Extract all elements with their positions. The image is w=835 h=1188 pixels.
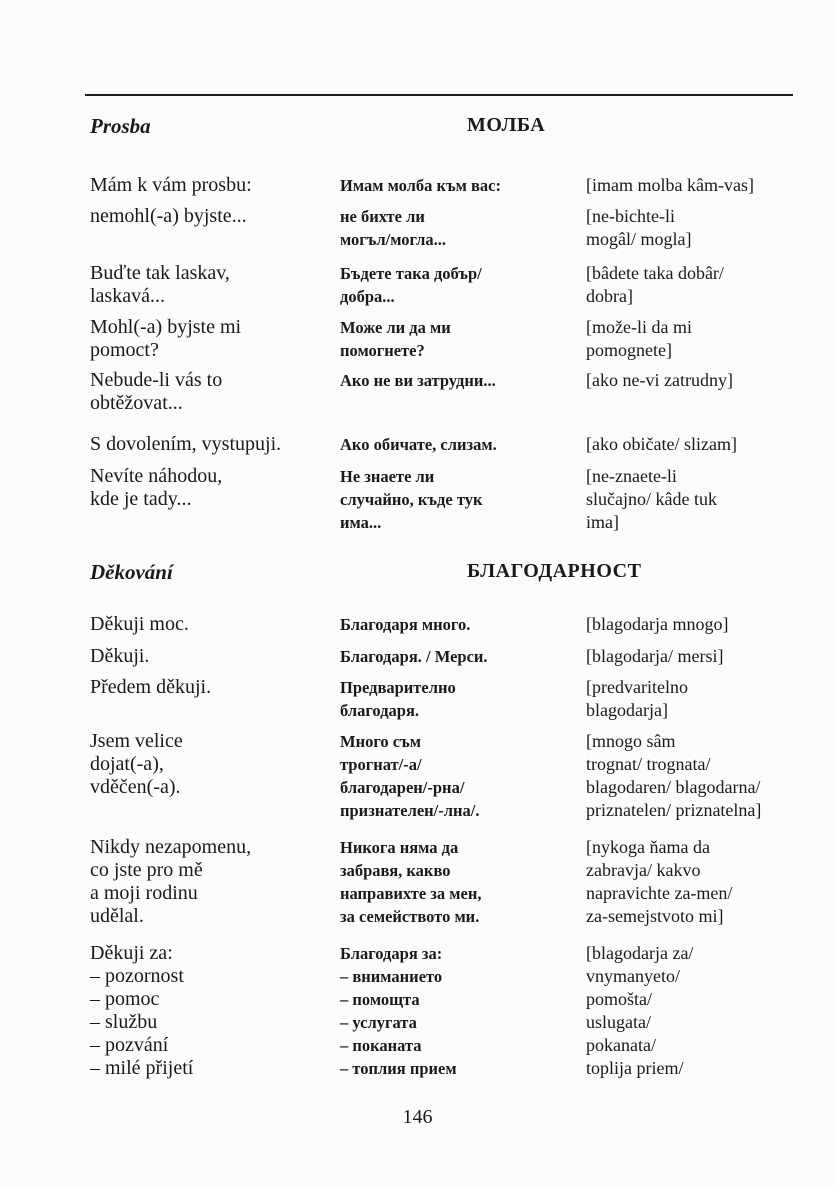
section-title-bg: МОЛБА [467,114,546,136]
bulgarian-phrase: Не знаете ли случайно, къде тук има... [340,467,483,532]
transcription: [blagodarja mnogo] [586,614,729,634]
bulgarian-phrase: не бихте ли могъл/могла... [340,207,447,249]
czech-phrase: Děkuji za: – pozornost – pomoc – službu – pozvání – milé přijetí [90,942,194,1079]
czech-phrase: Jsem velice dojat(-a), vděčen(-a). [90,730,183,798]
czech-phrase: Mohl(-a) byjste mi pomoct? [90,316,242,361]
bulgarian-phrase: Може ли да ми помогнете? [340,318,451,360]
bulgarian-phrase: Бъдете така добър/ добра... [340,264,482,306]
czech-phrase: Předem děkuji. [90,676,212,698]
header-rule [85,94,793,96]
transcription: [može-li da mi pomognete] [586,317,692,360]
czech-phrase: Mám k vám prosbu: [90,174,252,196]
czech-phrase: S dovolením, vystupuji. [90,433,282,455]
bulgarian-phrase: Ако не ви затрудни... [340,371,496,390]
czech-phrase: Buďte tak laskav, laskavá... [90,262,230,307]
section-title-cz: Děkování [90,560,173,584]
bulgarian-phrase: Имам молба към вас: [340,176,501,195]
transcription: [mnogo sâm trognat/ trognata/ blagodaren/ blagodarna/ priznatelen/ priznatelna] [586,731,762,820]
transcription: [blagodarja/ mersi] [586,646,724,666]
bulgarian-phrase: Ако обичате, слизам. [340,435,497,454]
section-title-cz: Prosba [90,114,151,138]
transcription: [predvaritelno blagodarja] [586,677,688,720]
transcription: [ako običate/ slizam] [586,434,737,454]
czech-phrase: Nevíte náhodou, kde je tady... [90,465,223,510]
czech-phrase: Nebude-li vás to obtěžovat... [90,369,223,414]
czech-phrase: Děkuji moc. [90,613,189,635]
page-number: 146 [402,1106,433,1128]
transcription: [ako ne-vi zatrudny] [586,370,733,390]
transcription: [blagodarja za/ vnymanyeto/ pomošta/ uslugata/ pokanata/ toplija priem/ [586,943,694,1078]
section-title-bg: БЛАГОДАРНОСТ [467,560,642,582]
transcription: [bâdete taka dobâr/ dobra] [586,263,724,306]
czech-phrase: Děkuji. [90,645,150,667]
bulgarian-phrase: Много съм трогнат/-а/ благодарен/-рна/ признателен/-лна/. [340,732,480,820]
transcription: [ne-znaete-li slučajno/ kâde tuk ima] [586,466,717,532]
bulgarian-phrase: Благодаря за: – вниманието – помощта – услугата – поканата – топлия прием [340,944,457,1078]
bulgarian-phrase: Никога няма да забравя, какво направихте за мен, за семейството ми. [340,838,482,926]
bulgarian-phrase: Предварително благодаря. [340,678,456,720]
czech-phrase: nemohl(-a) byjste... [90,205,247,227]
bulgarian-phrase: Благодаря. / Мерси. [340,647,488,666]
transcription: [imam molba kâm-vas] [586,175,754,195]
czech-phrase: Nikdy nezapomenu, co jste pro mě a moji rodinu udělal. [90,836,252,927]
transcription: [ne-bichte-li mogâl/ mogla] [586,206,692,249]
bulgarian-phrase: Благодаря много. [340,615,471,634]
transcription: [nykoga ňama da zabravja/ kakvo napravichte za-men/ za-semejstvoto mi] [586,837,733,926]
